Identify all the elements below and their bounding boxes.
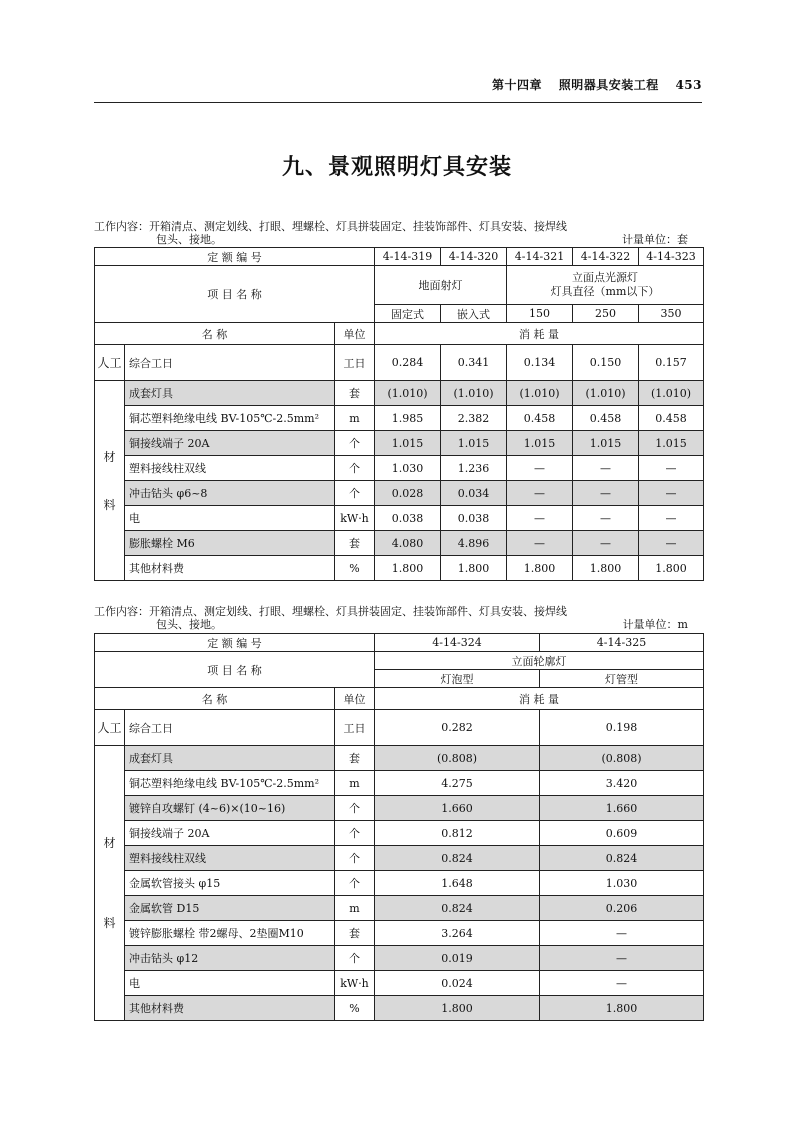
- material-name: 塑料接线柱双线: [125, 456, 335, 481]
- value-cell: —: [639, 481, 704, 506]
- code-cell: 4-14-322: [573, 248, 639, 266]
- value-cell: (1.010): [639, 381, 704, 406]
- sub-header: 嵌入式: [441, 305, 507, 323]
- value-cell: 0.150: [573, 345, 639, 381]
- material-name: 其他材料费: [125, 996, 335, 1021]
- value-cell: 1.015: [375, 431, 441, 456]
- work-content-line1: 工作内容：开箱清点、测定划线、打眼、埋螺栓、灯具拼装固定、挂装饰部件、灯具安装、接焊线: [94, 220, 567, 233]
- work-content-line1: 工作内容：开箱清点、测定划线、打眼、埋螺栓、灯具拼装固定、挂装饰部件、灯具安装、接焊线: [94, 605, 567, 618]
- material-name: 冲击钻头 φ12: [125, 946, 335, 971]
- work-content-1: [94, 220, 702, 246]
- value-cell: —: [639, 506, 704, 531]
- page-title: 九、景观照明灯具安装: [281, 154, 512, 180]
- group-ground-light: 地面射灯: [375, 266, 507, 305]
- labor-name: 综合工日: [125, 710, 335, 746]
- work-content-line2: 包头、接地。: [156, 233, 222, 246]
- material-unit: 套: [335, 531, 375, 556]
- value-cell: 0.019: [375, 946, 540, 971]
- category-material-char2: 料: [103, 916, 116, 930]
- material-unit: 个: [335, 481, 375, 506]
- material-unit: 个: [335, 456, 375, 481]
- value-cell: 0.341: [441, 345, 507, 381]
- value-cell: 1.660: [540, 796, 704, 821]
- value-cell: 0.198: [540, 710, 704, 746]
- material-name: 冲击钻头 φ6~8: [125, 481, 335, 506]
- value-cell: 3.420: [540, 771, 704, 796]
- material-unit: 个: [335, 946, 375, 971]
- category-material-char1: 材: [103, 836, 116, 850]
- material-name: 其他材料费: [125, 556, 335, 581]
- material-name: 铜芯塑料绝缘电线 BV-105℃-2.5mm²: [125, 406, 335, 431]
- quota-table-1: [94, 247, 704, 581]
- value-cell: 0.609: [540, 821, 704, 846]
- material-name: 铜接线端子 20A: [125, 821, 335, 846]
- material-name: 金属软管 D15: [125, 896, 335, 921]
- value-cell: 0.157: [639, 345, 704, 381]
- sub-header: 350: [639, 305, 704, 323]
- col-consume-header: 消 耗 量: [375, 323, 704, 345]
- value-cell: —: [573, 456, 639, 481]
- value-cell: 4.275: [375, 771, 540, 796]
- item-label: 项 目 名 称: [95, 652, 375, 688]
- value-cell: 1.015: [573, 431, 639, 456]
- value-cell: 0.458: [507, 406, 573, 431]
- material-name: 金属软管接头 φ15: [125, 871, 335, 896]
- value-cell: 0.282: [375, 710, 540, 746]
- value-cell: 0.034: [441, 481, 507, 506]
- material-name: 铜接线端子 20A: [125, 431, 335, 456]
- value-cell: (1.010): [375, 381, 441, 406]
- value-cell: 0.024: [375, 971, 540, 996]
- value-cell: 0.458: [573, 406, 639, 431]
- value-cell: 1.236: [441, 456, 507, 481]
- value-cell: 1.800: [375, 996, 540, 1021]
- value-cell: (0.808): [540, 746, 704, 771]
- value-cell: 0.284: [375, 345, 441, 381]
- work-content-2: [94, 605, 702, 631]
- col-unit-header: 单位: [335, 323, 375, 345]
- value-cell: 1.985: [375, 406, 441, 431]
- value-cell: 0.028: [375, 481, 441, 506]
- group-point-light: [507, 266, 704, 305]
- value-cell: —: [507, 506, 573, 531]
- value-cell: 1.015: [507, 431, 573, 456]
- material-unit: %: [335, 556, 375, 581]
- value-cell: 1.800: [375, 556, 441, 581]
- unit-label: 计量单位：m: [622, 618, 688, 631]
- unit-label: 计量单位：套: [622, 233, 688, 246]
- item-label: 项 目 名 称: [95, 266, 375, 323]
- value-cell: (1.010): [441, 381, 507, 406]
- material-name: 电: [125, 506, 335, 531]
- category-material-char1: 材: [103, 449, 116, 464]
- value-cell: 1.648: [375, 871, 540, 896]
- value-cell: 0.824: [375, 846, 540, 871]
- material-unit: 个: [335, 796, 375, 821]
- category-material-char2: 料: [103, 497, 116, 512]
- value-cell: 1.800: [573, 556, 639, 581]
- code-cell: 4-14-321: [507, 248, 573, 266]
- page-header: [94, 70, 702, 103]
- sub-header: 灯泡型: [375, 670, 540, 688]
- value-cell: 1.030: [375, 456, 441, 481]
- category-labor: 人工: [95, 345, 125, 381]
- col-name-header: 名 称: [95, 688, 335, 710]
- material-name: 膨胀螺栓 M6: [125, 531, 335, 556]
- code-cell: 4-14-325: [540, 634, 704, 652]
- value-cell: 1.015: [639, 431, 704, 456]
- material-name: 成套灯具: [125, 381, 335, 406]
- material-unit: 套: [335, 746, 375, 771]
- section-label: 照明器具安装工程: [558, 78, 659, 92]
- category-material: [95, 746, 125, 1021]
- group-point-light-line1: 立面点光源灯: [572, 271, 638, 284]
- sub-header: 150: [507, 305, 573, 323]
- value-cell: 1.800: [441, 556, 507, 581]
- material-unit: kW·h: [335, 506, 375, 531]
- value-cell: —: [639, 456, 704, 481]
- value-cell: 0.458: [639, 406, 704, 431]
- code-label: 定 额 编 号: [95, 248, 375, 266]
- work-content-line2: 包头、接地。: [156, 618, 222, 631]
- col-unit-header: 单位: [335, 688, 375, 710]
- value-cell: —: [540, 921, 704, 946]
- labor-name: 综合工日: [125, 345, 335, 381]
- group-point-light-line2: 灯具直径（mm以下）: [550, 285, 660, 298]
- value-cell: —: [540, 971, 704, 996]
- value-cell: 0.134: [507, 345, 573, 381]
- page-number: 453: [675, 78, 702, 92]
- value-cell: 4.080: [375, 531, 441, 556]
- value-cell: 0.824: [540, 846, 704, 871]
- header-text: [480, 76, 702, 93]
- material-unit: m: [335, 771, 375, 796]
- material-name: 镀锌膨胀螺栓 带2螺母、2垫圈M10: [125, 921, 335, 946]
- value-cell: 4.896: [441, 531, 507, 556]
- value-cell: 1.800: [540, 996, 704, 1021]
- value-cell: 0.206: [540, 896, 704, 921]
- category-labor: 人工: [95, 710, 125, 746]
- value-cell: —: [573, 531, 639, 556]
- value-cell: —: [573, 506, 639, 531]
- material-unit: 个: [335, 846, 375, 871]
- labor-unit: 工日: [335, 710, 375, 746]
- value-cell: —: [507, 456, 573, 481]
- material-unit: 套: [335, 921, 375, 946]
- code-cell: 4-14-324: [375, 634, 540, 652]
- material-name: 镀锌自攻螺钉 (4~6)×(10~16): [125, 796, 335, 821]
- material-unit: 个: [335, 871, 375, 896]
- value-cell: 0.038: [441, 506, 507, 531]
- material-unit: m: [335, 896, 375, 921]
- code-label: 定 额 编 号: [95, 634, 375, 652]
- code-cell: 4-14-319: [375, 248, 441, 266]
- col-name-header: 名 称: [95, 323, 335, 345]
- value-cell: —: [540, 946, 704, 971]
- value-cell: 2.382: [441, 406, 507, 431]
- col-consume-header: 消 耗 量: [375, 688, 704, 710]
- value-cell: 0.812: [375, 821, 540, 846]
- sub-header: 250: [573, 305, 639, 323]
- value-cell: 1.015: [441, 431, 507, 456]
- value-cell: —: [507, 481, 573, 506]
- value-cell: 1.030: [540, 871, 704, 896]
- material-unit: 个: [335, 431, 375, 456]
- material-unit: %: [335, 996, 375, 1021]
- value-cell: 3.264: [375, 921, 540, 946]
- quota-table-2: [94, 633, 704, 1021]
- material-unit: 个: [335, 821, 375, 846]
- value-cell: 1.800: [507, 556, 573, 581]
- value-cell: (0.808): [375, 746, 540, 771]
- material-unit: m: [335, 406, 375, 431]
- sub-header: 固定式: [375, 305, 441, 323]
- value-cell: —: [507, 531, 573, 556]
- chapter-label: 第十四章: [492, 78, 543, 92]
- value-cell: (1.010): [507, 381, 573, 406]
- material-name: 成套灯具: [125, 746, 335, 771]
- value-cell: (1.010): [573, 381, 639, 406]
- sub-header: 灯管型: [540, 670, 704, 688]
- labor-unit: 工日: [335, 345, 375, 381]
- code-cell: 4-14-323: [639, 248, 704, 266]
- category-material: [95, 381, 125, 581]
- value-cell: —: [639, 531, 704, 556]
- material-name: 铜芯塑料绝缘电线 BV-105℃-2.5mm²: [125, 771, 335, 796]
- value-cell: 0.038: [375, 506, 441, 531]
- value-cell: 1.800: [639, 556, 704, 581]
- material-unit: 套: [335, 381, 375, 406]
- group-outline-light: 立面轮廓灯: [375, 652, 704, 670]
- code-cell: 4-14-320: [441, 248, 507, 266]
- value-cell: 1.660: [375, 796, 540, 821]
- value-cell: —: [573, 481, 639, 506]
- value-cell: 0.824: [375, 896, 540, 921]
- material-name: 电: [125, 971, 335, 996]
- material-name: 塑料接线柱双线: [125, 846, 335, 871]
- material-unit: kW·h: [335, 971, 375, 996]
